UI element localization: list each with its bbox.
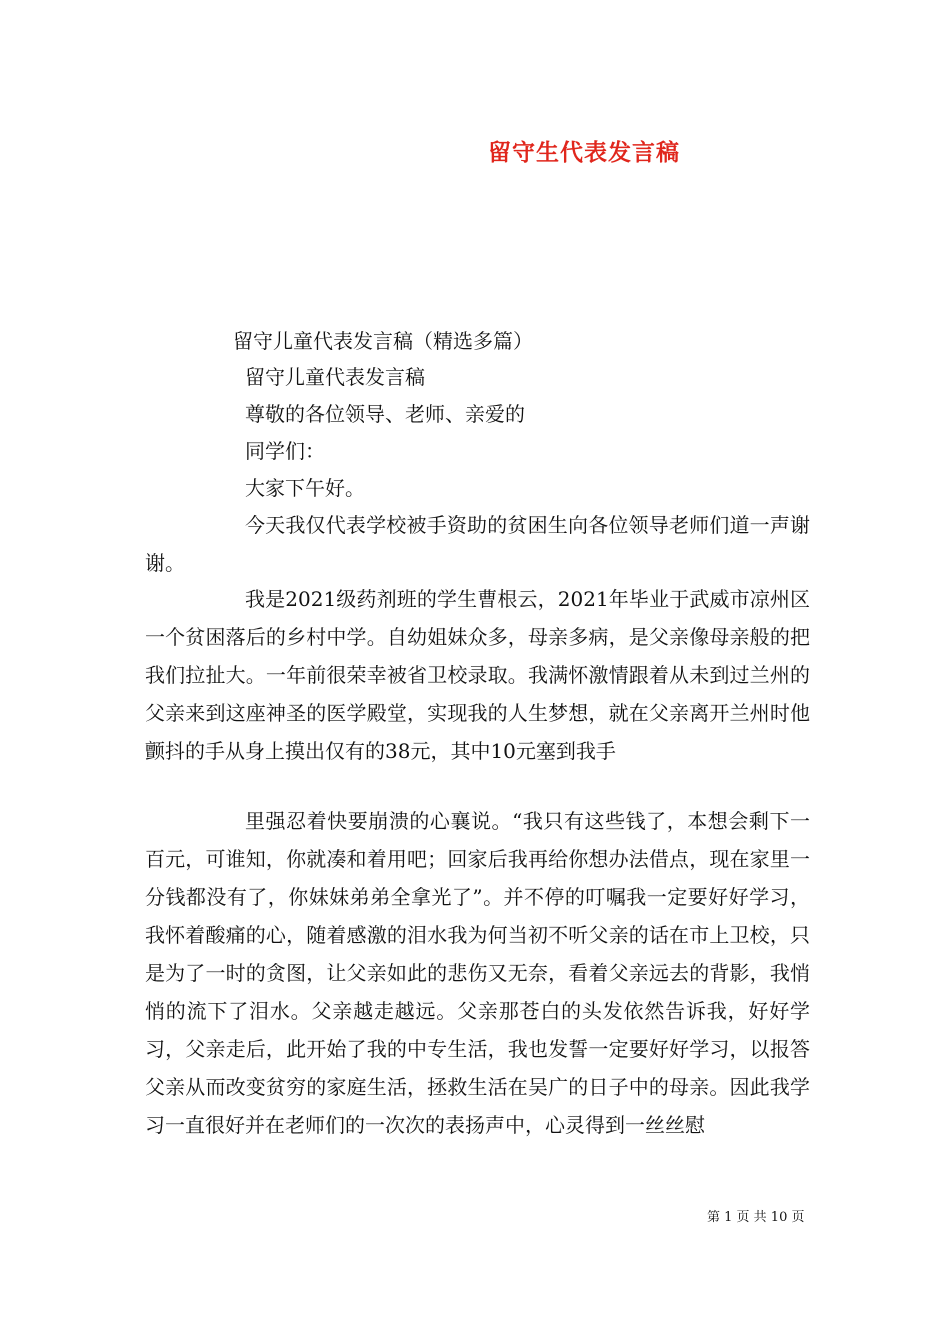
- salutation-line-1: 尊敬的各位领导、老师、亲爱的: [245, 402, 525, 426]
- paragraph-1: 今天我仅代表学校被手资助的贫困生向各位领导老师们道一声谢谢。: [145, 513, 810, 575]
- page-footer: 第 1 页 共 10 页: [707, 1210, 805, 1225]
- greeting-line: 大家下午好。: [245, 476, 365, 500]
- salutation-line-2: 同学们：: [245, 439, 325, 463]
- document-subtitle: 留守儿童代表发言稿（精选多篇）: [233, 329, 533, 353]
- paragraph-2: 我是2021级药剂班的学生曹根云，2021年毕业于武威市凉州区一个贫困落后的乡村中学。自幼姐妹众多，母亲多病，是父亲像母亲般的把我们拉扯大。一年前很荣幸被省卫校录取。我满怀激情跟着从未到过兰州的父亲来到这座神圣的医学殿堂，实现我的人生梦想，就在父亲离开兰州时他颤抖的手从身上摸出仅有的38元，其中10元塞到我手: [145, 587, 810, 763]
- document-title: 留守生代表发言稿: [488, 139, 680, 166]
- section-heading: 留守儿童代表发言稿: [245, 365, 425, 389]
- paragraph-3: 里强忍着快要崩溃的心襄说。“我只有这些钱了，本想会剩下一百元，可谁知，你就凑和着用吧；回家后我再给你想办法借点，现在家里一分钱都没有了，你妹妹弟弟全拿光了”。并不停的叮嘱我一定要好好学习，我怀着酸痛的心，随着感激的泪水我为何当初不听父亲的话在市上卫校，只是为了一时的贪图，让父亲如此的悲伤又无奈，看着父亲远去的背影，我悄悄的流下了泪水。父亲越走越远。父亲那苍白的头发依然告诉我，好好学习，父亲走后，此开始了我的中专生活，我也发誓一定要好好学习，以报答父亲从而改变贫穷的家庭生活，拯救生活在吴广的日子中的母亲。因此我学习一直很好并在老师们的一次次的表扬声中，心灵得到一丝丝慰: [145, 809, 810, 1137]
